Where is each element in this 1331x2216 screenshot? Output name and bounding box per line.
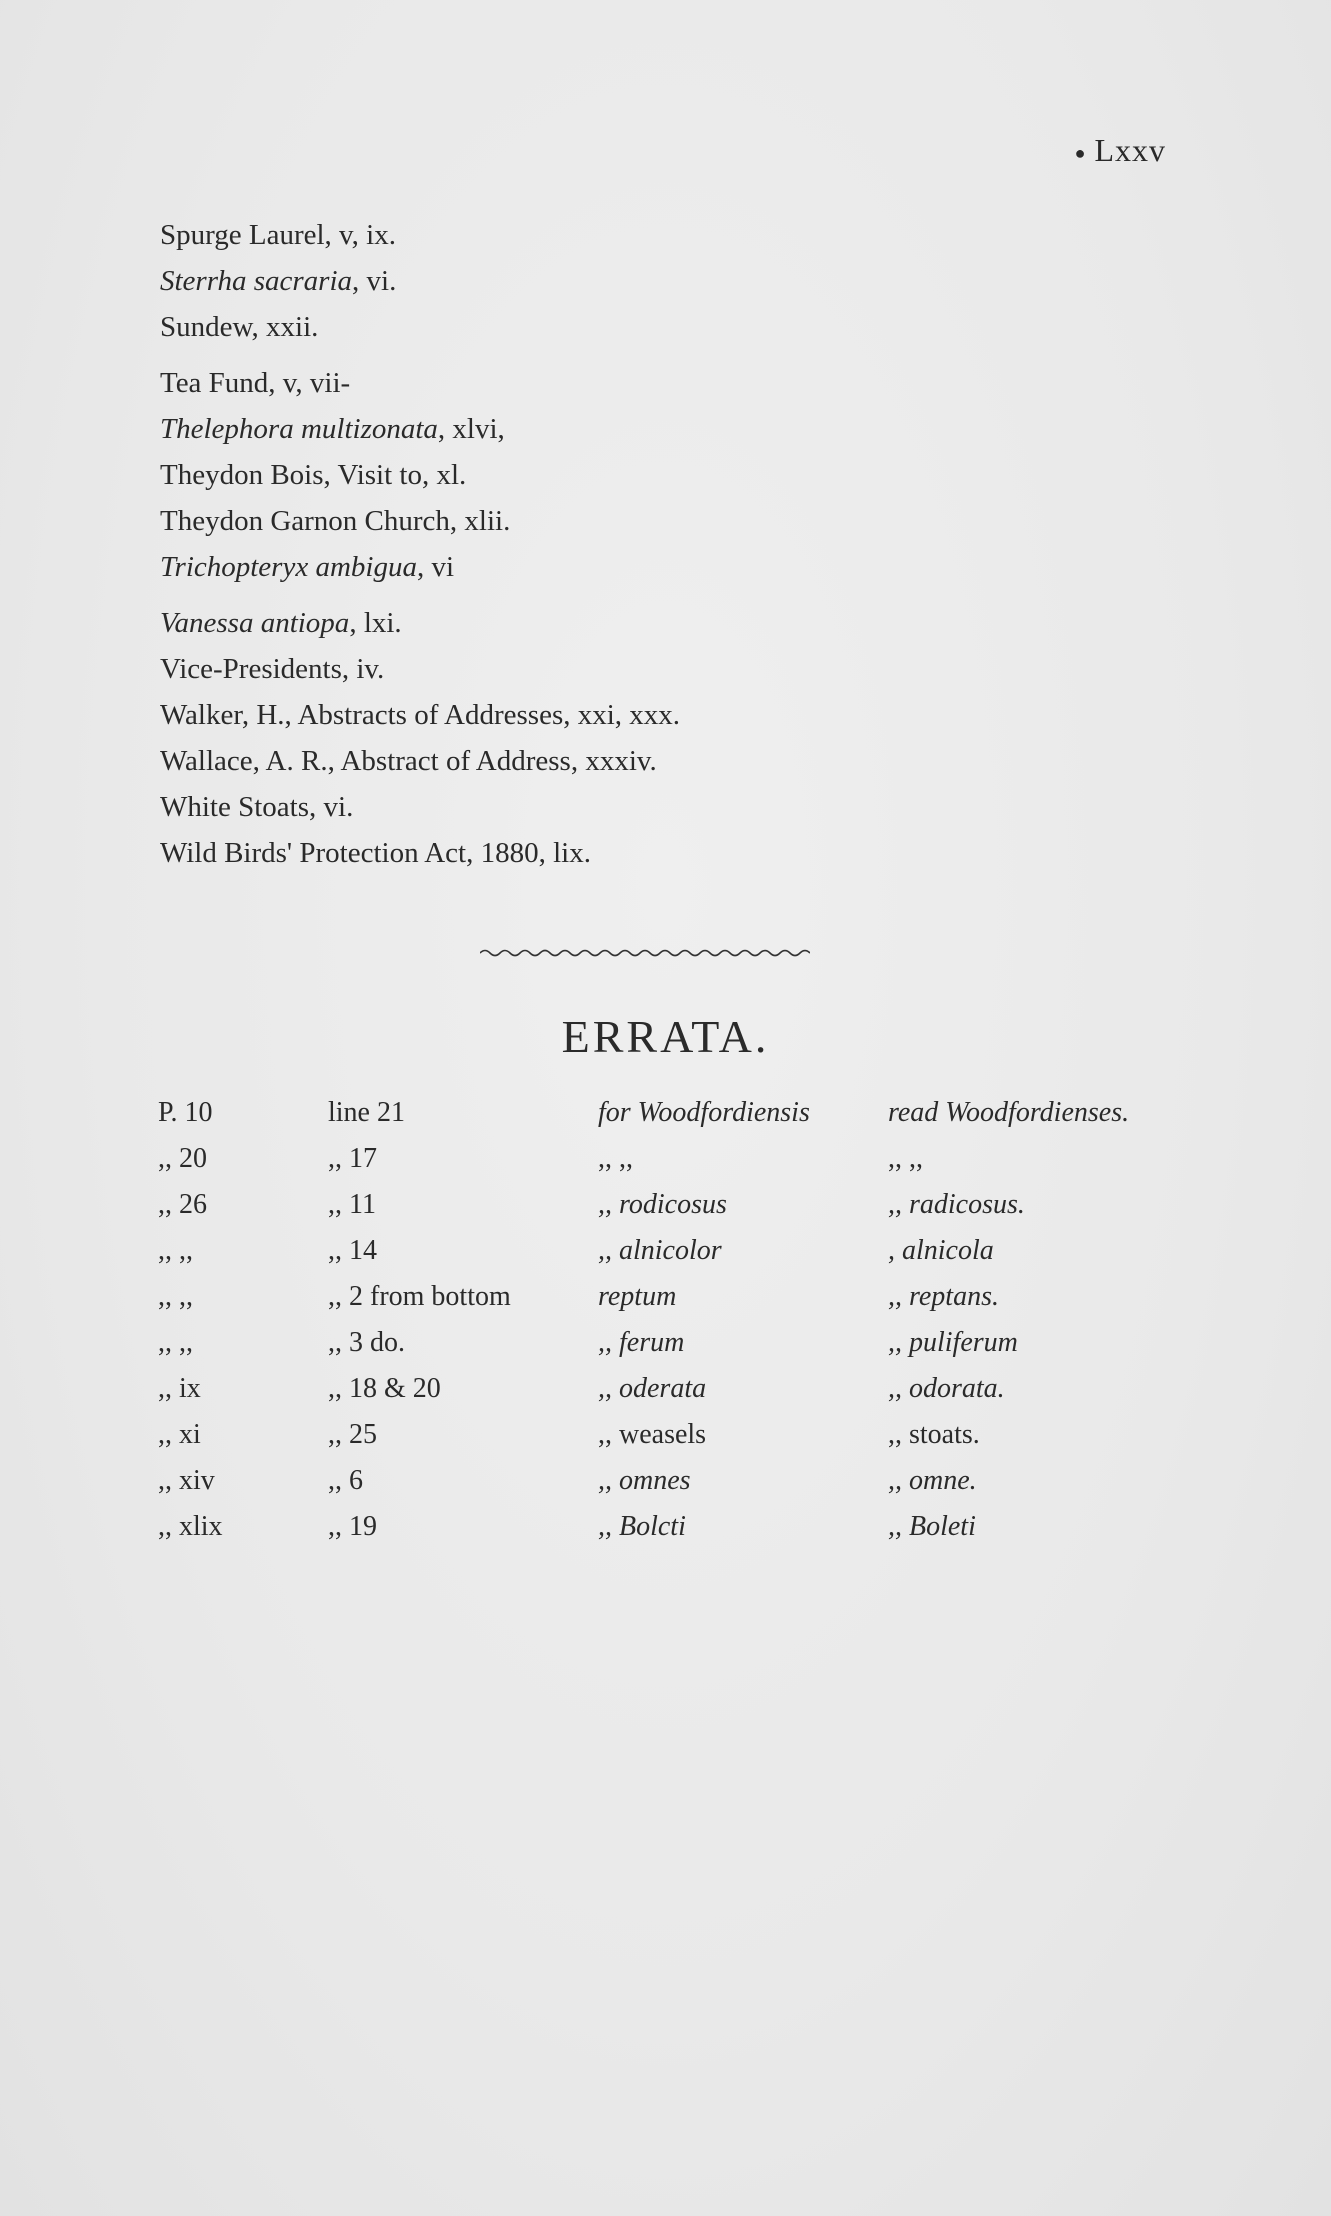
- entry-text: Walker, H., Abstracts of Addresses, xxi, xxx.: [160, 699, 681, 731]
- errata-page: ,, ix: [158, 1373, 201, 1404]
- index-entry: [160, 600, 1160, 646]
- errata-page: ,, ,,: [158, 1235, 193, 1266]
- errata-page: ,, xiv: [158, 1465, 215, 1496]
- entry-text: , xlvi,: [437, 413, 505, 445]
- table-row: [158, 1182, 1178, 1228]
- index-entry: [160, 784, 1160, 830]
- index-entry: [160, 406, 1160, 452]
- errata-line: ,, 19: [328, 1511, 377, 1542]
- errata-read: ,, odorata.: [888, 1373, 1005, 1404]
- table-row: [158, 1274, 1178, 1320]
- index-list: [160, 212, 1160, 876]
- errata-page: ,, 26: [158, 1189, 207, 1220]
- index-entry: [160, 830, 1160, 876]
- errata-page: ,, ,,: [158, 1327, 193, 1358]
- table-row: [158, 1458, 1178, 1504]
- errata-for: ,, alnicolor: [598, 1235, 722, 1266]
- index-entry: [160, 738, 1160, 784]
- errata-for: ,, ferum: [598, 1327, 685, 1358]
- errata-line: ,, 11: [328, 1189, 376, 1220]
- entry-italic: Thelephora multizonata: [160, 413, 438, 445]
- index-entry: [160, 360, 1160, 406]
- index-entry: [160, 304, 1160, 350]
- errata-page: ,, xi: [158, 1419, 201, 1450]
- errata-read: ,, radicosus.: [888, 1189, 1025, 1220]
- entry-italic: Sterrha sacraria: [160, 265, 353, 297]
- errata-read: , alnicola: [888, 1235, 994, 1266]
- index-entry: [160, 212, 1160, 258]
- entry-italic: Vanessa antiopa: [160, 607, 350, 639]
- errata-line: ,, 25: [328, 1419, 377, 1450]
- entry-text: Wild Birds' Protection Act, 1880, lix.: [160, 837, 591, 869]
- entry-italic: Trichopteryx ambigua: [160, 551, 417, 583]
- entry-text: Wallace, A. R., Abstract of Address, xxxiv.: [160, 745, 657, 777]
- errata-line: ,, 17: [328, 1143, 377, 1174]
- errata-page: ,, xlix: [158, 1511, 223, 1542]
- errata-read: ,, reptans.: [888, 1281, 999, 1312]
- table-row: [158, 1228, 1178, 1274]
- entry-text: Sundew, xxii.: [160, 311, 319, 343]
- index-entry: [160, 258, 1160, 304]
- errata-read: read Woodfordienses.: [888, 1097, 1130, 1128]
- entry-text: Theydon Bois, Visit to, xl.: [160, 459, 467, 491]
- page-number-text: Lxxv: [1094, 132, 1166, 168]
- index-entry: [160, 498, 1160, 544]
- entry-text: Vice-Presidents, iv.: [160, 653, 385, 685]
- entry-text: , lxi.: [349, 607, 402, 639]
- errata-for: ,, ,,: [598, 1143, 633, 1174]
- errata-heading: ERRATA.: [561, 1011, 770, 1062]
- errata-line: line 21: [328, 1097, 405, 1128]
- entry-text: White Stoats, vi.: [160, 791, 354, 823]
- index-entry: [160, 646, 1160, 692]
- entry-text: , vi.: [352, 265, 397, 297]
- table-row: [158, 1366, 1178, 1412]
- errata-for: for Woodfordiensis: [598, 1097, 810, 1128]
- entry-text: Theydon Garnon Church, xlii.: [160, 505, 511, 537]
- index-entry: [160, 452, 1160, 498]
- errata-for: ,, Bolcti: [598, 1511, 686, 1542]
- table-row: [158, 1504, 1178, 1550]
- errata-page: P. 10: [158, 1097, 213, 1128]
- table-row: [158, 1320, 1178, 1366]
- errata-read: ,, Boleti: [888, 1511, 976, 1542]
- wavy-rule-divider: [480, 947, 810, 959]
- errata-for: ,, rodicosus: [598, 1189, 727, 1220]
- errata-line: ,, 3 do.: [328, 1327, 405, 1358]
- page-number: ● Lxxv: [1074, 132, 1166, 168]
- errata-line: ,, 6: [328, 1465, 363, 1496]
- errata-read: ,, omne.: [888, 1465, 977, 1496]
- errata-page: ,, ,,: [158, 1281, 193, 1312]
- errata-table: [158, 1090, 1178, 1550]
- table-row: [158, 1136, 1178, 1182]
- entry-text: Tea Fund, v, vii-: [160, 367, 351, 399]
- index-entry: [160, 692, 1160, 738]
- errata-for: ,, omnes: [598, 1465, 691, 1496]
- errata-line: ,, 14: [328, 1235, 377, 1266]
- errata-read: ,, stoats.: [888, 1419, 980, 1450]
- index-entry: [160, 544, 1160, 590]
- entry-text: Spurge Laurel, v, ix.: [160, 219, 396, 251]
- errata-for: ,, oderata: [598, 1373, 707, 1404]
- table-row: [158, 1090, 1178, 1136]
- errata-read: ,, ,,: [888, 1143, 923, 1174]
- errata-line: ,, 18 & 20: [328, 1373, 441, 1404]
- errata-read: ,, puliferum: [888, 1327, 1018, 1358]
- errata-for: ,, weasels: [598, 1419, 707, 1450]
- table-row: [158, 1412, 1178, 1458]
- entry-text: , vi: [416, 551, 455, 583]
- errata-for: reptum: [598, 1281, 677, 1312]
- errata-line: ,, 2 from bottom: [328, 1281, 511, 1312]
- errata-page: ,, 20: [158, 1143, 207, 1174]
